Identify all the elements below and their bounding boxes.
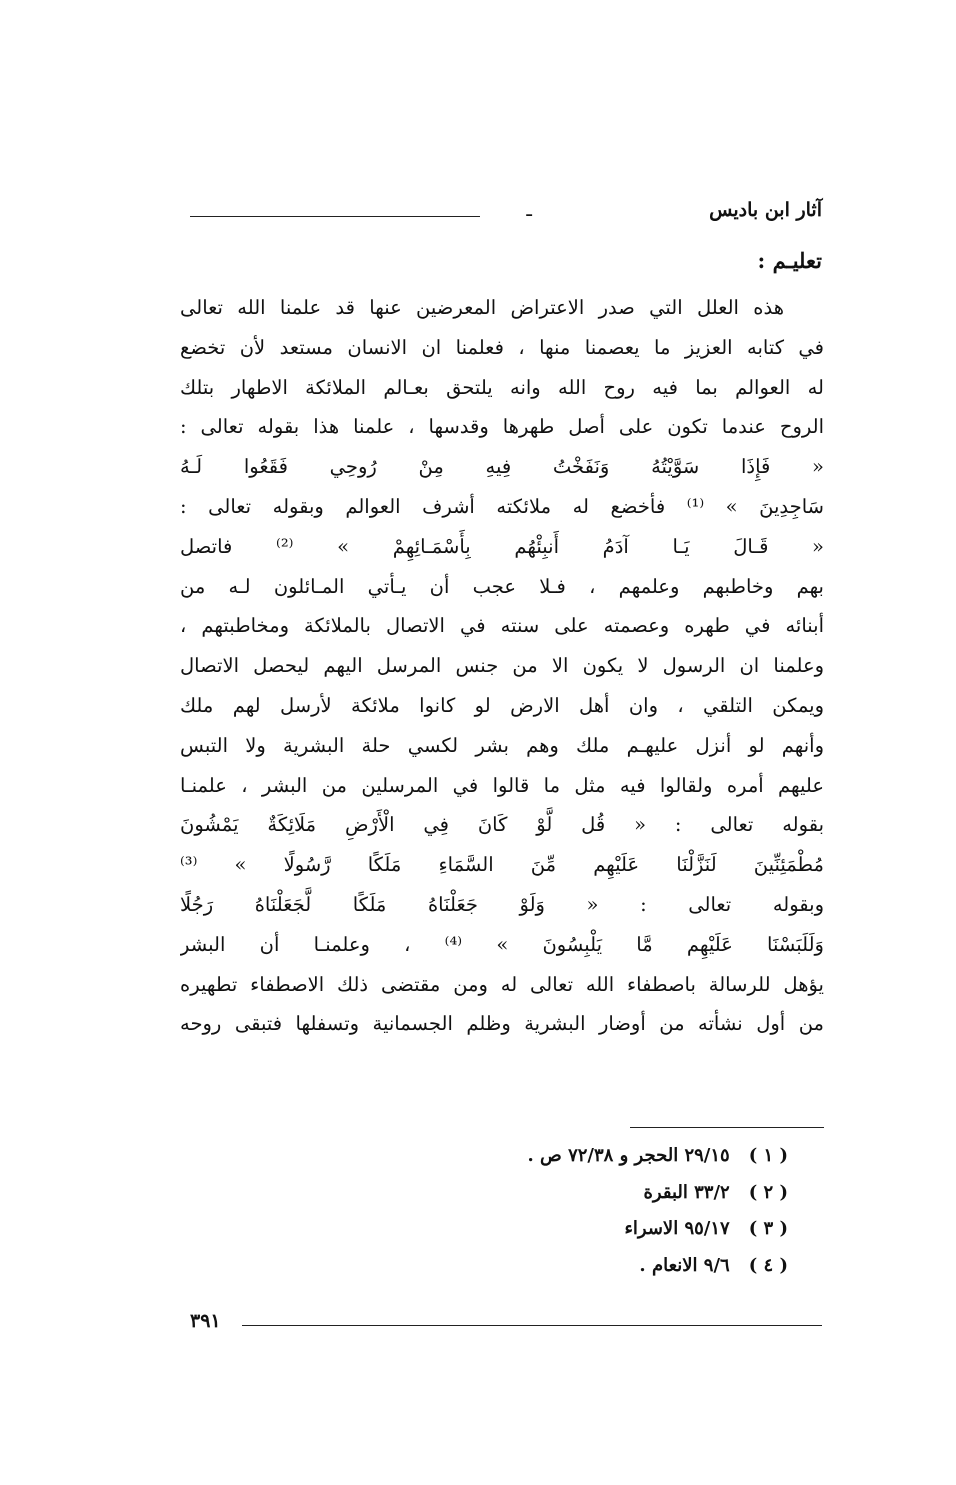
body-line: وعلمنا ان الرسول لا يكون الا من جنس المرسل اليهم ليحصل الاتصال [180,654,824,678]
body-line: وأنهم لو أنزل عليهـم ملك وهم بشر لكسي حلة البشرية ولا التبس [180,733,824,757]
footnote-number: ( ٣ ) [748,1218,788,1239]
footnotes [288,1138,788,1284]
footnote-item [288,1211,788,1248]
footnote-text: ٢٩/١٥ الحجر و ٧٢/٣٨ ص . [527,1145,730,1166]
section-title: تعليـم : [757,248,822,273]
body-line: هذه العلل التي صدر الاعتراض المعرضين عنها قد علمنا الله تعالى [180,296,784,319]
header-rule [190,216,480,217]
body-line: وَلَلَبَسْنَا عَلَيْهِم مَّا يَلْبِسُونَ » ⁽⁴⁾ ، وعلمنـا أن البشر [180,932,824,956]
body-line: سَاجِدِينَ » ⁽¹⁾ فأخضع له ملائكته أشرف العوالم وبقوله تعالى : [180,494,824,518]
body-line: « قَـالَ يَـا آدَمُ أَنبِئْهُم بِأَسْمَـائِهِمْ » ⁽²⁾ فاتصل [180,534,824,558]
footnote-number: ( ٢ ) [748,1181,788,1203]
footnote-text: ٩/٦ الانعام . [639,1254,730,1276]
body-line: الروح عندما تكون على أصل طهرها وقدسها ، علمنا هذا بقوله تعالى : [180,415,824,439]
body-line: أبنائه في طهره وعصمته على سنته في الاتصال بالملائكة ومخاطبتهم ، [180,614,824,638]
body-text [180,288,824,1044]
body-line: بقوله تعالى : « قُل لَّوْ كَانَ فِي الْأَرْضِ مَلَائِكَةٌ يَمْشُونَ [180,813,824,837]
footnote-text: ٣٣/٢ البقرة [643,1181,730,1203]
footnote-item [288,1138,788,1175]
body-line: في كتابه العزيز ما يعصمنا منها ، فعلمنا ان الانسان مستعد لأن تخضع [180,335,824,359]
body-line: له العوالم بما فيه روح الله وانه يلتحق بعـالم الملائكة الاطهار بتلك [180,375,824,399]
footer-rule [242,1325,822,1326]
footnote-number: ( ١ ) [748,1145,788,1166]
page-footer [190,1308,822,1334]
footnote-text: ٩٥/١٧ الاسراء [624,1218,730,1239]
footnote-number: ( ٤ ) [748,1254,788,1276]
body-line: « فَإِذَا سَوَّيْتُهُ وَنَفَخْتُ فِيهِ مِنْ رُوحِي فَقَعُوا لَـهُ [180,455,824,479]
body-line: مُطْمَئِنِّينَ لَنَزَّلْنَا عَلَيْهِم مِّنَ السَّمَاءِ مَلَكًا رَّسُولًا » ⁽³⁾ [180,853,824,877]
body-line: يؤهل للرسالة باصطفاء الله تعالى له ومن مقتضى ذلك الاصطفاء تطهيره [180,972,824,996]
footnote-item [288,1248,788,1285]
page-number: ٣٩١ [190,1310,221,1332]
book-title: آثار ابن باديس [709,199,822,221]
header-dash: ـ [526,199,532,221]
body-line: بهم وخاطبهم وعلمهم ، فـلا عجب أن يـأتي المـائلون لـه من [180,574,824,598]
body-line: ويمكن التلقي ، وان أهل الارض لو كانوا ملائكة لأرسل لهم ملك [180,693,824,717]
running-header [190,196,822,226]
body-line: من أول نشأته من أوضار البشرية وظلم الجسمانية وتسفلها فتبقى روحه [180,1012,824,1036]
body-line: وبقوله تعالى : « وَلَوْ جَعَلْنَاهُ مَلَكًا لَّجَعَلْنَاهُ رَجُلًا [180,892,824,916]
footnote-separator [630,1127,824,1128]
body-line: عليهم أمره ولقالوا فيه مثل ما قالوا في المرسلين من البشر ، علمنـا [180,773,824,797]
footnote-item [288,1175,788,1212]
